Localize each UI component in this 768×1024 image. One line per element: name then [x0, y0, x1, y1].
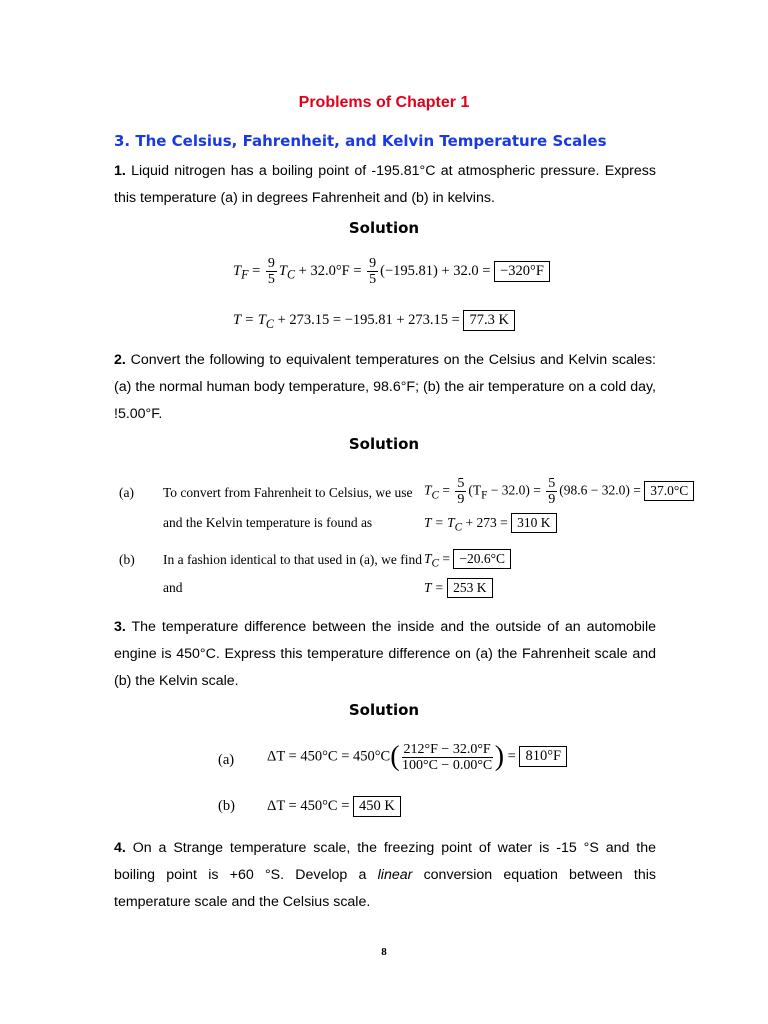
label-b: (b): [119, 552, 135, 567]
solution-heading: Solution: [348, 219, 420, 237]
label-b: (b): [218, 798, 235, 814]
equation-kelvin-b: [424, 578, 493, 598]
numerator: 5: [457, 476, 465, 491]
eq-text: T = T: [424, 515, 455, 530]
eq-subscript: C: [431, 557, 440, 570]
eq-text: + 273.15 = −195.81 + 273.15 =: [273, 312, 464, 328]
eq-text: T = T: [233, 312, 266, 328]
page-number: 8: [381, 946, 387, 958]
eq-subscript: C: [454, 521, 463, 534]
problem-4: [114, 835, 656, 916]
problem-number: 3.: [114, 619, 126, 635]
numerator: 9: [267, 256, 275, 271]
eq-text: T =: [424, 580, 448, 595]
solution-text: and the Kelvin temperature is found as: [163, 515, 373, 530]
eq-symbol: T: [424, 551, 432, 566]
numerator: 9: [369, 256, 377, 271]
denominator: 9: [457, 492, 465, 507]
denominator: 5: [369, 272, 377, 287]
eq-symbol: T: [424, 482, 432, 498]
answer-box: 450 K: [353, 796, 401, 817]
answer-box: 77.3 K: [463, 310, 514, 331]
eq-symbol: T: [278, 262, 287, 279]
problem-text: conversion equation between this temperature scale and the Celsius scale.: [114, 867, 656, 910]
equation-celsius: $T_C$ = $\frac{5}{9}$ $(T_F - 32.0)$ = $\frac{5}{9}$ (98.6 − 32.0) = 37.0°C: [424, 476, 694, 507]
eq-subscript: C: [286, 267, 296, 282]
problem-1: [114, 158, 656, 212]
numerator: 5: [548, 476, 556, 491]
chapter-title: Problems of Chapter 1: [298, 94, 470, 111]
eq-text: ΔT = 450°C = 450°C: [267, 748, 391, 765]
problem-text: On a Strange temperature scale, the freezing point of water is -15 °S and the boiling point is +60 °S. Develop a: [114, 840, 656, 883]
denominator: 5: [267, 272, 275, 287]
problem-number: 2.: [114, 352, 126, 368]
problem-2: [114, 347, 656, 428]
denominator: 100°C − 0.00°C: [401, 757, 493, 773]
eq-text: =: [439, 551, 454, 566]
eq-text: − 32.0) =: [487, 482, 545, 498]
eq-text: + 273 =: [462, 515, 512, 530]
fraction: [455, 476, 466, 507]
answer-box: −20.6°C: [453, 549, 511, 569]
answer-box: 37.0°C: [644, 481, 694, 501]
equation-fahrenheit: $T_F$ = $\frac{9}{5}$ $T_C + 32.0^\circ F$ = $\frac{9}{5}$ (−195.81) + 32.0 = −320°F: [233, 256, 550, 287]
problem-text: Liquid nitrogen has a boiling point of -195.81°C at atmospheric pressure. Express this temperature (a) in degrees Fahrenheit and (b) in kelvins.: [114, 163, 656, 206]
eq-text: ΔT = 450°C =: [267, 798, 353, 814]
fraction: [402, 742, 493, 773]
eq-subscript: F: [241, 267, 249, 282]
answer-box: 310 K: [511, 513, 556, 533]
solution-heading: Solution: [348, 435, 420, 453]
eq-text: (98.6 − 32.0) =: [559, 482, 645, 498]
problem-3: [114, 614, 656, 695]
equation-kelvin: [233, 310, 515, 332]
emphasis-text: linear: [377, 867, 413, 883]
answer-box: 810°F: [519, 746, 567, 767]
equation-celsius-b: [424, 549, 511, 570]
answer-box: 253 K: [447, 578, 492, 598]
label-a: (a): [119, 485, 134, 500]
section-title: 3. The Celsius, Fahrenheit, and Kelvin Temperature Scales: [114, 132, 607, 150]
eq-subscript: C: [265, 316, 274, 331]
fraction: [266, 256, 277, 287]
solution-heading: Solution: [348, 701, 420, 719]
solution-text: and: [163, 580, 183, 595]
eq-text: (T: [468, 482, 482, 498]
problem-number: 1.: [114, 163, 126, 179]
answer-box: −320°F: [494, 261, 550, 282]
eq-text: (−195.81) + 32.0 =: [380, 262, 495, 279]
numerator: 212°F − 32.0°F: [403, 741, 491, 757]
fraction: [367, 256, 378, 287]
equation-kelvin: [424, 513, 557, 534]
problem-number: 4.: [114, 840, 126, 856]
eq-symbol: T: [233, 262, 242, 279]
label-a: (a): [218, 752, 235, 768]
eq-subscript: F: [481, 489, 488, 502]
problem-text: Convert the following to equivalent temperatures on the Celsius and Kelvin scales: (a) the normal human body temperature, 98.6°F; (b) the air temperature on a cold day, !5.00°F.: [114, 352, 656, 422]
equation-delta-f: ΔT = 450°C = 450°C( $\frac{212^\circ F - 32.0^\circ F}{100^\circ C - 0.00^\circ C}$ ) = 810°F: [267, 741, 567, 773]
eq-text: + 32.0°F =: [295, 262, 366, 279]
denominator: 9: [548, 492, 556, 507]
solution-text: To convert from Fahrenheit to Celsius, we use: [163, 485, 413, 500]
equation-delta-k: [267, 796, 401, 817]
solution-text: In a fashion identical to that used in (a), we find: [163, 552, 423, 567]
eq-subscript: C: [431, 489, 440, 502]
eq-text: =: [504, 748, 520, 765]
fraction: [546, 476, 557, 507]
problem-text: The temperature difference between the inside and the outside of an automobile engine is 450°C. Express this temperature difference on (a) the Fahrenheit scale and (b) the Kelvin scale.: [114, 619, 656, 689]
